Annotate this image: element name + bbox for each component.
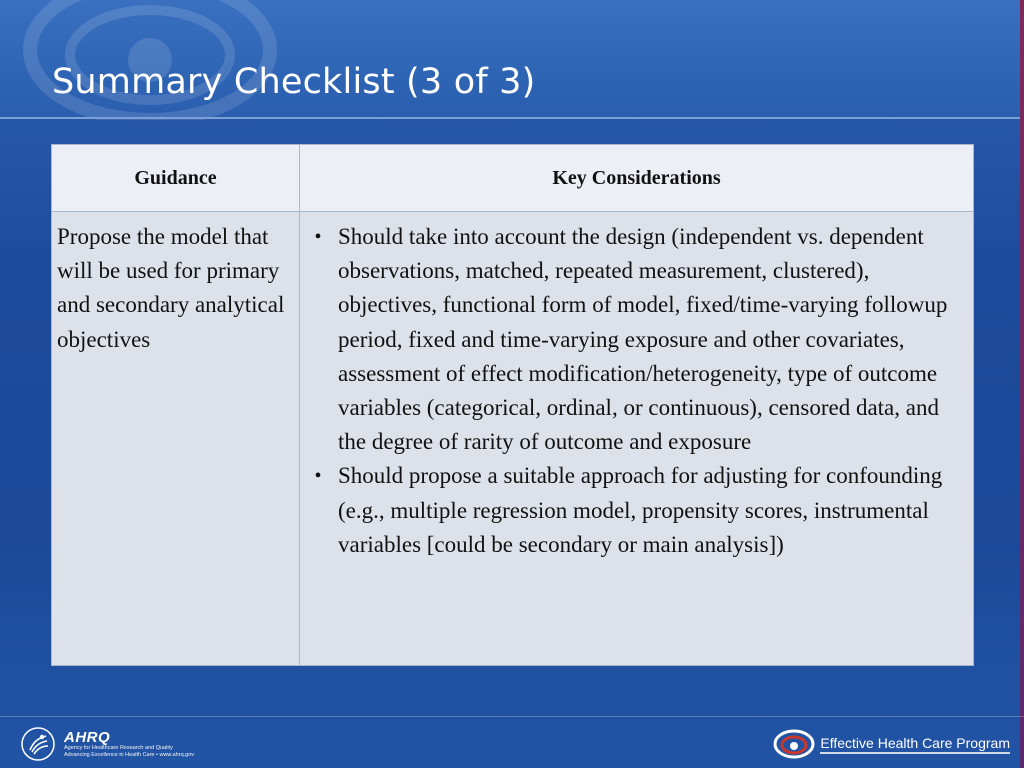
ahrq-text-block [64, 730, 194, 758]
bullet-icon: • [314, 226, 322, 248]
ehc-logo-icon [772, 727, 816, 761]
consideration-text: Should take into account the design (independent vs. dependent observations, matched, repeated measurement, clustered), objectives, functional form of model, fixed/time-varying followup period, fixed and time-varying exposure and other covariates, assessment of effect modification/heterogeneity, type of outcome variables (categorical, ordinal, or continuous), censored data, and the degree of rarity of outcome and exposure [338, 224, 948, 455]
considerations-cell [300, 212, 974, 666]
ahrq-tagline: Advancing Excellence in Health Care • www.ahrq.gov [64, 751, 195, 758]
ahrq-logo-icon: AHRQ [64, 729, 111, 746]
consideration-text: Should propose a suitable approach for adjusting for confounding (e.g., multiple regression model, propensity scores, instrumental variables [could be secondary or main analysis]) [338, 463, 943, 557]
checklist-table-container [51, 144, 974, 666]
ahrq-agency-name: Agency for Healthcare Research and Quality [64, 745, 173, 751]
right-accent-edge [1020, 0, 1024, 768]
ahrq-footer-logo [20, 724, 194, 764]
header-guidance: Guidance [52, 145, 300, 212]
ehc-underline [820, 752, 1010, 754]
hhs-seal-icon [20, 726, 56, 762]
slide-title: Summary Checklist (3 of 3) [52, 62, 536, 102]
ehc-text-block [820, 735, 1010, 754]
list-item [306, 220, 969, 459]
ehc-program-logo [772, 726, 1010, 762]
table-row [52, 212, 974, 666]
considerations-list [306, 220, 969, 562]
table-header-row [52, 145, 974, 212]
guidance-cell: Propose the model that will be used for primary and secondary analytical objectives [52, 212, 300, 666]
bullet-icon: • [314, 465, 322, 488]
header-key-considerations: Key Considerations [300, 145, 974, 212]
checklist-table [51, 144, 974, 666]
footer-divider [0, 716, 1024, 717]
header-divider [0, 117, 1024, 119]
list-item [306, 459, 969, 562]
watermark-swirl-icon [10, 0, 290, 120]
ehc-program-name: Effective Health Care Program [820, 734, 1010, 751]
